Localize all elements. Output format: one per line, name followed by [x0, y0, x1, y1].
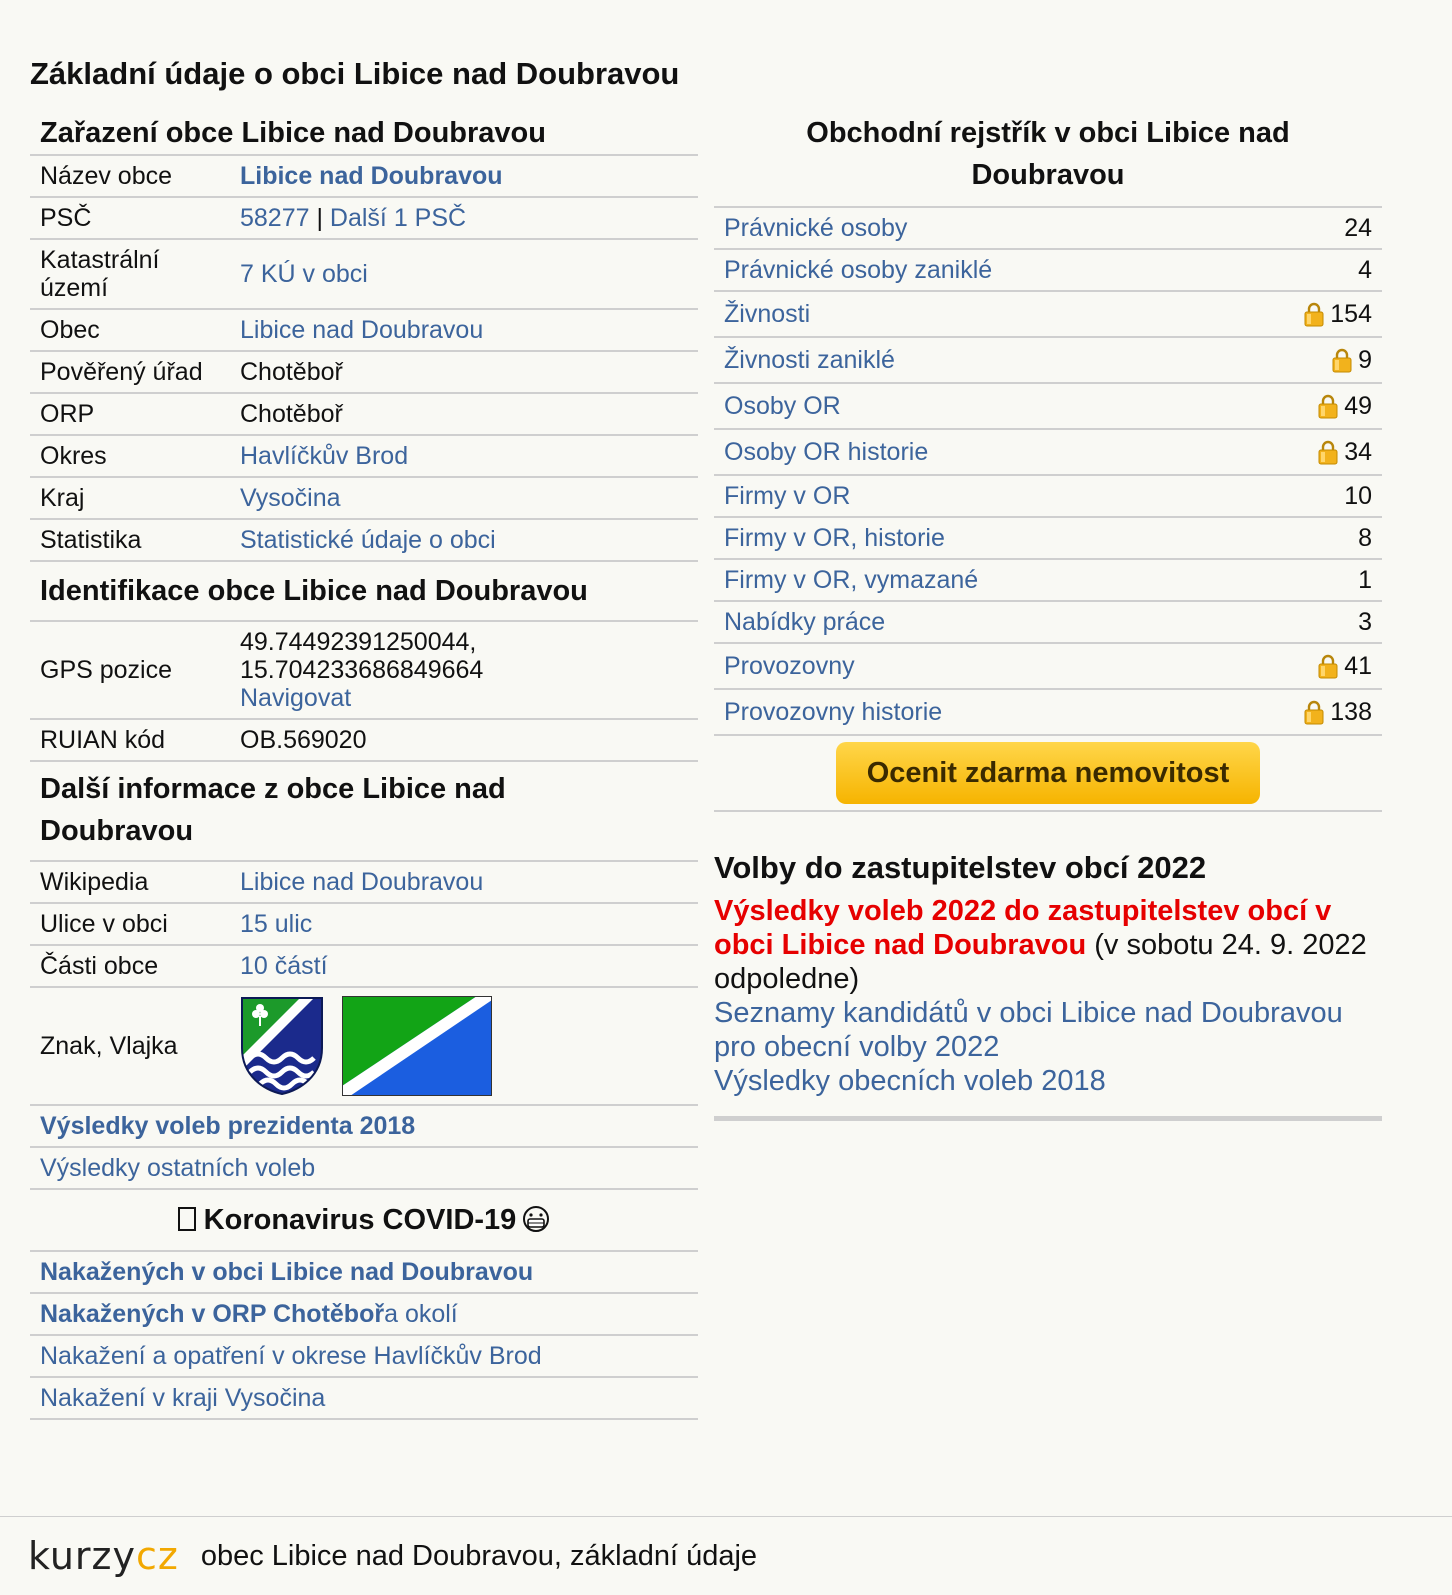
povereny-urad-value: Chotěboř [240, 358, 343, 386]
face-mask-icon [522, 1205, 550, 1233]
orp-value: Chotěboř [240, 400, 343, 428]
lock-icon [1318, 439, 1338, 465]
right-column [714, 110, 1382, 1121]
or-count-value: 10 [1344, 481, 1372, 510]
or-count-value: 138 [1330, 697, 1372, 726]
obchodni-rejstrik-heading [714, 110, 1382, 208]
or-count-value: 24 [1344, 213, 1372, 242]
kraj-link[interactable]: Vysočina [240, 484, 341, 512]
or-row-count [1358, 256, 1372, 285]
link-row-prezident [30, 1106, 698, 1148]
row-key: Znak, Vlajka [40, 1032, 178, 1060]
kurzy-logo[interactable] [28, 1534, 179, 1578]
cta-row [714, 736, 1382, 812]
row-znak-vlajka [30, 988, 698, 1106]
or-count-value: 9 [1358, 345, 1372, 374]
covid-row-okres [30, 1336, 698, 1378]
dalsi-heading: Další informace z obce Libice nad Doubravou [30, 762, 698, 862]
or-row-count [1358, 608, 1372, 637]
row-key: Statistika [40, 526, 142, 554]
identifikace-heading: Identifikace obce Libice nad Doubravou [30, 562, 698, 622]
or-row-count [1358, 566, 1372, 595]
lock-icon [1304, 301, 1324, 327]
or-row [714, 250, 1382, 292]
page-title: Základní údaje o obci Libice nad Doubravou [30, 56, 680, 91]
row-key: Části obce [40, 952, 159, 980]
row-key: PSČ [40, 204, 92, 232]
or-row [714, 384, 1382, 430]
left-column [30, 110, 698, 1420]
row-key: Pověřený úřad [40, 358, 203, 386]
or-row-count [1332, 346, 1372, 375]
or-count-value: 8 [1358, 523, 1372, 552]
lock-icon [1304, 699, 1324, 725]
row-statistika [30, 520, 698, 562]
dalsi-psc-link[interactable]: Další 1 PSČ [329, 204, 467, 232]
row-obec [30, 310, 698, 352]
or-count-value: 34 [1344, 437, 1372, 466]
obec-link[interactable]: Libice nad Doubravou [240, 316, 484, 344]
ku-link[interactable]: 7 KÚ v obci [240, 260, 368, 288]
or-count-value: 41 [1344, 651, 1372, 680]
footer-text: obec Libice nad Doubravou, základní údaje [200, 1539, 758, 1572]
covid-orp-rest: a okolí [384, 1300, 458, 1328]
or-row [714, 644, 1382, 690]
covid-obec-link[interactable]: Nakažených v obci Libice nad Doubravou [40, 1258, 534, 1286]
row-okres [30, 436, 698, 478]
vysledky-2018-link[interactable]: Výsledky obecních voleb 2018 [714, 1065, 1106, 1097]
or-row-link[interactable]: Právnické osoby zaniklé [724, 255, 993, 284]
or-row-link[interactable]: Živnosti [724, 299, 811, 328]
vysledky-2022-link[interactable]: Výsledky voleb 2022 do zastupitelstev obcí v obci Libice nad Doubravou [714, 895, 1332, 961]
or-heading-text: Obchodní rejstřík v obci Libice nad Doubravou [806, 117, 1290, 191]
or-row-count [1344, 214, 1372, 243]
or-row [714, 518, 1382, 560]
logo-cz: cz [135, 1534, 179, 1578]
gps-longitude: 15.704233686849664 [240, 656, 484, 684]
vysledky-ostatni-link[interactable]: Výsledky ostatních voleb [40, 1154, 316, 1182]
psc-separator: | [309, 204, 330, 232]
lock-icon [1332, 347, 1352, 373]
row-key: GPS pozice [40, 656, 173, 684]
or-row-link[interactable]: Živnosti zaniklé [724, 345, 895, 374]
row-orp [30, 394, 698, 436]
gps-latitude: 49.74492391250044, [240, 628, 477, 656]
covid-row-obec [30, 1252, 698, 1294]
or-row-link[interactable]: Osoby OR historie [724, 437, 929, 466]
ulice-link[interactable]: 15 ulic [240, 910, 313, 938]
or-row [714, 208, 1382, 250]
covid-row-orp [30, 1294, 698, 1336]
volby-2022-heading: Volby do zastupitelstev obcí 2022 [714, 850, 1207, 885]
row-kraj [30, 478, 698, 520]
or-row-link[interactable]: Firmy v OR, historie [724, 523, 945, 552]
row-key: Obec [40, 316, 100, 344]
or-row [714, 476, 1382, 518]
covid-kraj-link[interactable]: Nakažení v kraji Vysočina [40, 1384, 326, 1412]
volby-2022-body [714, 894, 1382, 1098]
casti-link[interactable]: 10 částí [240, 952, 328, 980]
psc-link[interactable]: 58277 [240, 204, 310, 232]
or-row-link[interactable]: Provozovny historie [724, 697, 943, 726]
row-key: Název obce [40, 162, 173, 190]
vysledky-prezident-link[interactable]: Výsledky voleb prezidenta 2018 [40, 1112, 416, 1140]
or-row-count [1304, 300, 1372, 329]
or-row-count [1318, 652, 1372, 681]
row-key: ORP [40, 400, 95, 428]
covid-orp-link[interactable]: Nakažených v ORP Chotěboř [40, 1300, 385, 1328]
statistika-link[interactable]: Statistické údaje o obci [240, 526, 496, 554]
placeholder-glyph-icon [178, 1207, 196, 1231]
or-count-value: 4 [1358, 255, 1372, 284]
or-row-link[interactable]: Právnické osoby [724, 213, 908, 242]
wikipedia-link[interactable]: Libice nad Doubravou [240, 868, 484, 896]
or-row-link[interactable]: Firmy v OR [724, 481, 851, 510]
row-key: Katastrální území [40, 246, 160, 302]
or-count-value: 3 [1358, 607, 1372, 636]
or-row-count [1318, 392, 1372, 421]
lock-icon [1318, 393, 1338, 419]
ocenit-nemovitost-button[interactable]: Ocenit zdarma nemovitost [836, 742, 1260, 804]
covid-heading [30, 1190, 698, 1252]
or-row-count [1304, 698, 1372, 727]
row-gps [30, 622, 698, 720]
navigovat-link[interactable]: Navigovat [240, 684, 352, 712]
row-key: Wikipedia [40, 868, 149, 896]
row-psc [30, 198, 698, 240]
or-count-value: 49 [1344, 391, 1372, 420]
row-key: RUIAN kód [40, 726, 166, 754]
coat-of-arms-icon [240, 996, 324, 1096]
row-nazev-obce [30, 156, 698, 198]
row-casti [30, 946, 698, 988]
or-row-count [1318, 438, 1372, 467]
nazev-obce-link[interactable]: Libice nad Doubravou [240, 162, 503, 190]
logo-kurzy: kurzy [28, 1534, 136, 1578]
covid-okres-link[interactable]: Nakažení a opatření v okrese Havlíčkův Brod [40, 1342, 542, 1370]
link-row-ostatni [30, 1148, 698, 1190]
or-row-count [1358, 524, 1372, 553]
or-row-link[interactable]: Nabídky práce [724, 607, 886, 636]
volby-2022-date: (v sobotu 24. 9. 2022 odpoledne) [714, 929, 1367, 995]
or-row-link[interactable]: Provozovny [724, 651, 855, 680]
zarazeni-heading: Zařazení obce Libice nad Doubravou [30, 110, 698, 156]
covid-row-kraj [30, 1378, 698, 1420]
or-row-link[interactable]: Osoby OR [724, 391, 841, 420]
row-key: Kraj [40, 484, 85, 512]
row-ruian [30, 720, 698, 762]
ruian-value: OB.569020 [240, 726, 367, 754]
or-row [714, 292, 1382, 338]
or-row [714, 602, 1382, 644]
row-ulice [30, 904, 698, 946]
covid-heading-text: Koronavirus COVID-19 [203, 1204, 517, 1236]
volby-divider [714, 1116, 1382, 1121]
row-katastralni-uzemi [30, 240, 698, 310]
or-row [714, 338, 1382, 384]
or-row [714, 690, 1382, 736]
or-row [714, 560, 1382, 602]
kandidati-link[interactable]: Seznamy kandidátů v obci Libice nad Doubravou pro obecní volby 2022 [714, 997, 1343, 1063]
or-row-count [1344, 482, 1372, 511]
footer [0, 1516, 1452, 1595]
row-key: Ulice v obci [40, 910, 168, 938]
okres-link[interactable]: Havlíčkův Brod [240, 442, 409, 470]
or-count-value: 154 [1330, 299, 1372, 328]
or-row [714, 430, 1382, 476]
row-wikipedia [30, 862, 698, 904]
row-key: Okres [40, 442, 107, 470]
or-row-link[interactable]: Firmy v OR, vymazané [724, 565, 979, 594]
flag-icon [342, 996, 492, 1096]
lock-icon [1318, 653, 1338, 679]
or-count-value: 1 [1358, 565, 1372, 594]
row-povereny-urad [30, 352, 698, 394]
or-list [714, 208, 1382, 736]
